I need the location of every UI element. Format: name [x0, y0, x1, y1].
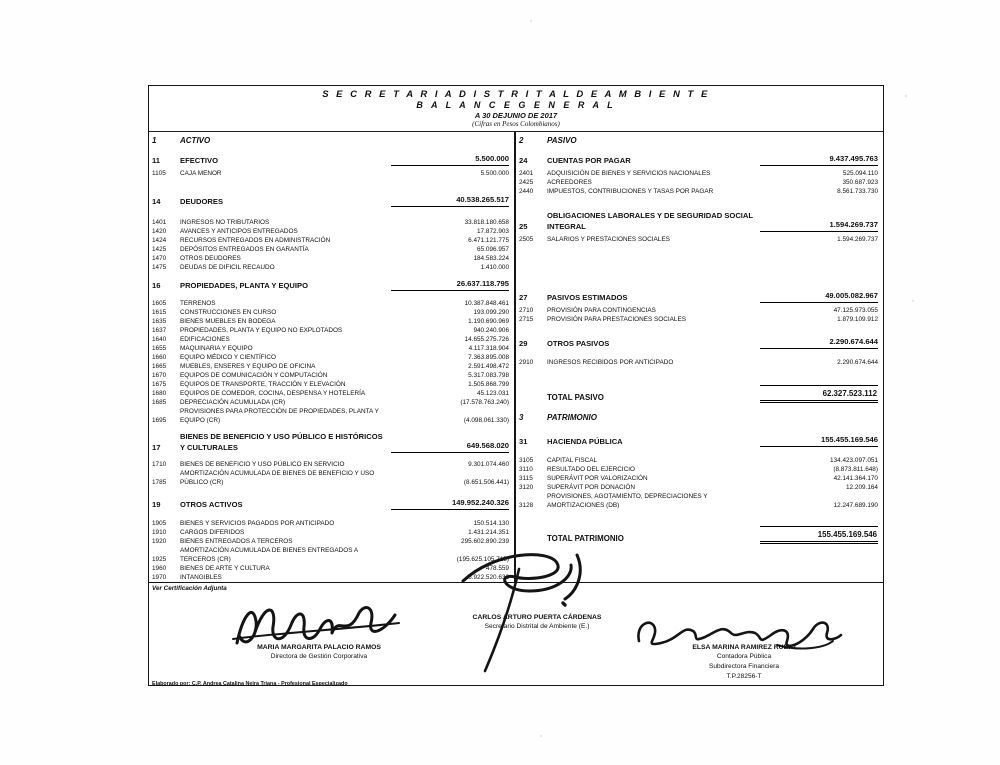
account-label: SUPERÁVIT POR VALORIZACIÓN: [547, 475, 648, 482]
account-label: DEPÓSITOS ENTREGADOS EN GARANTÍA: [180, 246, 309, 253]
account-value: 62.327.523.112: [760, 385, 878, 403]
account-code: 14: [152, 197, 161, 206]
account-code: 1425: [152, 246, 167, 253]
account-label: BIENES DE BENEFICIO Y USO PÚBLICO EN SERVICIO: [180, 461, 345, 468]
account-label: PATRIMONIO: [547, 413, 597, 422]
account-value: 12.247.689.190: [833, 502, 878, 509]
balance-row: [519, 210, 878, 232]
account-code: 2910: [519, 359, 534, 366]
account-code: 3: [519, 413, 524, 422]
signer-name: CARLOS ARTURO PUERTA CÁRDENAS: [472, 614, 602, 621]
balance-row: [152, 227, 509, 236]
account-code: 1424: [152, 237, 167, 244]
balance-row: [152, 537, 509, 546]
account-code: 2505: [519, 236, 534, 243]
account-value: 295.602.890.239: [461, 538, 509, 545]
account-code: 29: [519, 339, 528, 348]
account-value: 5.500.000: [391, 153, 509, 166]
account-code: 1401: [152, 219, 167, 226]
account-value: 193.099.290: [473, 309, 509, 316]
account-label: PROVISIÓN PARA CONTINGENCIAS: [547, 307, 656, 314]
scan-speck: [530, 20, 532, 22]
account-label: OBLIGACIONES LABORALES Y DE SEGURIDAD SOCIAL INTEGRAL: [547, 211, 753, 231]
signer-title: Secretario Distrital de Ambiente (E.): [484, 623, 590, 630]
account-label: AVANCES Y ANTICIPOS ENTREGADOS: [180, 228, 298, 235]
balance-row: [152, 371, 509, 380]
balance-row: [152, 469, 509, 487]
row-spacer: [519, 510, 878, 522]
balance-row: [152, 362, 509, 371]
account-label: INGRESOS RECIBIDOS POR ANTICIPADO: [547, 359, 674, 366]
signer-title: Subdirectora Financiera: [708, 663, 779, 670]
account-value: 9.437.495.763: [760, 153, 878, 166]
account-label: HACIENDA PÚBLICA: [547, 437, 623, 446]
account-value: 1.190.690.969: [468, 318, 509, 325]
account-code: 1675: [152, 381, 167, 388]
account-code: 17: [152, 443, 161, 452]
account-value: 49.005.082.967: [760, 290, 878, 303]
account-label: PASIVOS ESTIMADOS: [547, 293, 628, 302]
balance-row: [152, 398, 509, 407]
account-code: 27: [519, 293, 528, 302]
account-label: EQUIPO MÉDICO Y CIENTÍFICO: [180, 354, 276, 361]
row-spacer: [519, 196, 878, 204]
account-value: 1.410.000: [480, 264, 509, 271]
activo-column: [149, 132, 516, 582]
account-code: 1905: [152, 520, 167, 527]
account-code: 1680: [152, 390, 167, 397]
account-label: MUEBLES, ENSERES Y EQUIPO DE OFICINA: [180, 363, 316, 370]
account-label: EQUIPOS DE TRANSPORTE, TRACCIÓN Y ELEVACIÓN: [180, 381, 346, 388]
account-value: (8.873.811.648): [833, 466, 878, 473]
account-value: 184.583.224: [473, 255, 509, 262]
row-spacer: [519, 244, 878, 284]
entity-title: S E C R E T A R I A D I S T R I T A L D E A M B I E N T E: [322, 89, 710, 100]
account-label: INTANGIBLES: [180, 574, 222, 581]
account-code: 1605: [152, 300, 167, 307]
balance-row: [152, 344, 509, 353]
account-label: RESULTADO DEL EJERCICIO: [547, 466, 635, 473]
account-code: 1785: [152, 479, 167, 486]
balance-row: [519, 434, 878, 447]
balance-row: [152, 153, 509, 166]
account-label: EDIFICACIONES: [180, 336, 230, 343]
signature-area: [149, 595, 883, 689]
account-value: 12.209.164: [846, 484, 878, 491]
scan-speck: [540, 735, 542, 737]
account-label: CUENTAS POR PAGAR: [547, 156, 631, 165]
balance-row: [519, 358, 878, 367]
account-label: IMPUESTOS, CONTRIBUCIONES Y TASAS POR PAGAR: [547, 188, 714, 195]
prepared-by-note: Elaborado por: C.P. Andrea Catalina Neira Triana - Profesional Especializado: [152, 681, 348, 687]
account-code: 1910: [152, 529, 167, 536]
account-code: 1695: [152, 417, 167, 424]
account-code: 3105: [519, 457, 534, 464]
balance-row: [519, 235, 878, 244]
row-spacer: [519, 367, 878, 381]
account-code: 2425: [519, 179, 534, 186]
row-spacer: [519, 403, 878, 411]
balance-row: [152, 254, 509, 263]
account-label: SUPERÁVIT POR DONACIÓN: [547, 484, 635, 491]
balance-row: [152, 353, 509, 362]
account-label: PASIVO: [547, 136, 577, 145]
balance-row: [519, 336, 878, 349]
row-spacer: [519, 544, 878, 582]
account-label: RECURSOS ENTREGADOS EN ADMINISTRACIÓN: [180, 237, 331, 244]
account-label: CAJA MENOR: [180, 170, 222, 177]
account-code: 1105: [152, 170, 166, 177]
account-value: 940.240.906: [473, 327, 509, 334]
balance-row: [152, 326, 509, 335]
account-code: 1960: [152, 565, 167, 572]
account-label: BIENES MUEBLES EN BODEGA: [180, 318, 276, 325]
signature-block-right: [649, 643, 839, 682]
account-value: 149.952.240.326: [391, 497, 509, 510]
account-code: 1970: [152, 574, 167, 581]
balance-row: [152, 218, 509, 227]
account-code: 3128: [519, 502, 534, 509]
account-label: PROVISIONES PARA PROTECCIÓN DE PROPIEDADES, PLANTA Y EQUIPO (CR): [180, 408, 379, 424]
account-label: AMORTIZACIÓN ACUMULADA DE BIENES ENTREGADOS A TERCEROS (CR): [180, 547, 358, 563]
account-label: EFECTIVO: [180, 156, 218, 165]
account-label: ACTIVO: [180, 136, 211, 145]
account-code: 11: [152, 156, 161, 165]
account-value: 40.538.265.517: [391, 194, 509, 207]
account-code: 1655: [152, 345, 167, 352]
balance-row: [519, 465, 878, 474]
account-value: 1.431.214.351: [468, 529, 509, 536]
balance-row: [152, 389, 509, 398]
balance-row: [519, 187, 878, 196]
balance-row: [152, 519, 509, 528]
account-code: 2440: [519, 188, 534, 195]
account-value: 9.301.074.460: [468, 461, 509, 468]
account-code: 1640: [152, 336, 167, 343]
account-value: 478.559: [485, 565, 509, 572]
row-spacer: [519, 424, 878, 428]
balance-row: [519, 134, 878, 147]
account-label: BIENES DE BENEFICIO Y USO PÚBLICO E HISTÓRICOS Y CULTURALES: [180, 432, 383, 452]
signer-name: ELSA MARINA RAMIREZ RUBIO: [692, 644, 796, 651]
balance-row: [519, 385, 878, 403]
account-label: OTROS PASIVOS: [547, 339, 610, 348]
account-value: 150.514.130: [473, 520, 509, 527]
signature-block-center: [427, 613, 647, 632]
account-value: 10.387.848.461: [464, 300, 509, 307]
account-code: 1420: [152, 228, 167, 235]
balance-row: [152, 245, 509, 254]
account-label: EQUIPOS DE COMUNICACIÓN Y COMPUTACIÓN: [180, 372, 328, 379]
account-label: CONSTRUCCIONES EN CURSO: [180, 309, 277, 316]
signer-title: Directora de Gestión Corporativa: [270, 653, 368, 660]
account-code: 16: [152, 281, 161, 290]
balance-row: [152, 546, 509, 564]
account-label: CARGOS DIFERIDOS: [180, 529, 245, 536]
account-label: INGRESOS NO TRIBUTARIOS: [180, 219, 270, 226]
row-spacer: [152, 210, 509, 218]
balance-row: [152, 134, 509, 147]
balance-row: [519, 456, 878, 465]
account-value: 1.594.269.737: [837, 236, 878, 243]
account-value: 155.455.169.546: [760, 526, 878, 544]
account-code: 1660: [152, 354, 167, 361]
signer-title: T.P.28256-T: [726, 673, 762, 680]
account-label: TOTAL PATRIMONIO: [547, 534, 624, 543]
account-code: 1710: [152, 461, 167, 468]
account-label: AMORTIZACIÓN ACUMULADA DE BIENES DE BENEFICIO Y USO PÚBLICO (CR): [180, 470, 375, 486]
account-label: DEPRECIACIÓN ACUMULADA (CR): [180, 399, 286, 406]
account-label: EQUIPOS DE COMEDOR, COCINA, DESPENSA Y HOTELERÍA: [180, 390, 366, 397]
balance-row: [519, 492, 878, 510]
account-code: 1925: [152, 556, 167, 563]
balance-row: [152, 278, 509, 291]
account-label: TERRENOS: [180, 300, 216, 307]
account-value: 134.423.097.051: [830, 457, 878, 464]
account-value: 17.872.903: [477, 228, 509, 235]
account-value: 350.687.923: [842, 179, 878, 186]
account-label: CAPITAL FISCAL: [547, 457, 598, 464]
account-value: (4.098.061.330): [463, 417, 509, 424]
account-value: 65.096.957: [477, 246, 509, 253]
account-value: 47.125.973.055: [833, 307, 878, 314]
account-label: DEUDAS DE DIFICIL RECAUDO: [180, 264, 275, 271]
balance-row: [152, 317, 509, 326]
balance-row: [519, 306, 878, 315]
account-code: 25: [519, 222, 528, 231]
account-value: 45.123.031: [477, 390, 509, 397]
signature-block-left: [219, 643, 419, 662]
account-code: 3120: [519, 484, 534, 491]
row-spacer: [152, 487, 509, 491]
account-code: 2715: [519, 316, 534, 323]
account-code: 2710: [519, 307, 534, 314]
account-code: 2401: [519, 170, 534, 177]
balance-sheet-document: [148, 85, 884, 686]
account-code: 1475: [152, 264, 167, 271]
account-label: BIENES Y SERVICIOS PAGADOS POR ANTICIPADO: [180, 520, 335, 527]
balance-row: [152, 194, 509, 207]
account-code: 31: [519, 437, 528, 446]
balance-row: [519, 178, 878, 187]
account-value: 2.290.674.644: [837, 359, 878, 366]
account-value: 2.290.674.644: [760, 336, 878, 349]
balance-row: [152, 573, 509, 582]
balance-row: [519, 290, 878, 303]
document-header: [149, 86, 883, 132]
balance-row: [152, 299, 509, 308]
account-value: 2.591.498.472: [468, 363, 509, 370]
account-label: TOTAL PASIVO: [547, 393, 604, 402]
account-label: OTROS DEUDORES: [180, 255, 241, 262]
report-date: A 30 DEJUNIO DE 2017: [474, 111, 558, 120]
account-value: 8.561.733.730: [837, 188, 878, 195]
row-spacer: [519, 324, 878, 330]
balance-row: [519, 315, 878, 324]
scan-speck: [912, 300, 914, 302]
account-label: DEUDORES: [180, 197, 224, 206]
certification-note: Ver Certificación Adjunta: [149, 582, 883, 595]
account-value: 649.568.020: [391, 440, 509, 453]
balance-row: [519, 153, 878, 166]
account-label: PROVISIÓN PARA PRESTACIONES SOCIALES: [547, 316, 686, 323]
balance-row: [152, 236, 509, 245]
balance-row: [152, 460, 509, 469]
account-value: (195.625.105.715): [456, 556, 509, 563]
account-label: MAQUINARIA Y EQUIPO: [180, 345, 253, 352]
account-value: 6.922.520.632: [468, 574, 509, 581]
account-code: 1615: [152, 309, 167, 316]
balance-row: [152, 564, 509, 573]
balance-columns: [149, 132, 883, 582]
account-value: 26.637.118.795: [391, 278, 509, 291]
balance-row: [519, 169, 878, 178]
account-label: BIENES DE ARTE Y CULTURA: [180, 565, 270, 572]
account-code: 1470: [152, 255, 167, 262]
account-code: 24: [519, 156, 528, 165]
account-label: ADQUISICIÓN DE BIENES Y SERVICIOS NACIONALES: [547, 170, 711, 177]
balance-row: [519, 526, 878, 544]
account-label: PROPIEDADES, PLANTA Y EQUIPO: [180, 281, 308, 290]
balance-row: [152, 407, 509, 425]
account-value: (8.651.506.441): [463, 479, 509, 486]
account-code: 1920: [152, 538, 167, 545]
account-code: 1665: [152, 363, 167, 370]
account-code: 1685: [152, 399, 167, 406]
balance-row: [152, 308, 509, 317]
signer-name: MARIA MARGARITA PALACIO RAMOS: [257, 644, 381, 651]
account-code: 1670: [152, 372, 167, 379]
account-value: 1.879.109.912: [837, 316, 878, 323]
account-label: SALARIOS Y PRESTACIONES SOCIALES: [547, 236, 670, 243]
balance-row: [519, 483, 878, 492]
account-value: 42.141.364.170: [833, 475, 878, 482]
account-value: (17.578.763.240): [460, 399, 509, 406]
account-value: 155.455.169.546: [760, 434, 878, 447]
balance-row: [152, 263, 509, 272]
account-value: 33.818.180.658: [464, 219, 509, 226]
signer-title: Contadora Pública: [716, 653, 772, 660]
balance-row: [152, 497, 509, 510]
account-value: 5.500.000: [480, 170, 509, 177]
scan-speck: [905, 95, 907, 97]
account-code: 19: [152, 500, 161, 509]
account-value: 7.363.895.008: [468, 354, 509, 361]
currency-note: (Cifras en Pesos Colombianos): [472, 120, 560, 128]
balance-row: [152, 380, 509, 389]
balance-row: [519, 474, 878, 483]
account-value: 14.655.275.726: [464, 336, 509, 343]
account-value: 1.505.868.799: [468, 381, 509, 388]
balance-row: [152, 335, 509, 344]
balance-row: [152, 431, 509, 453]
account-value: 525.094.110: [842, 170, 878, 177]
row-spacer: [152, 178, 509, 188]
account-code: 1637: [152, 327, 167, 334]
balance-row: [519, 411, 878, 424]
account-value: 1.594.269.737: [760, 219, 878, 232]
balance-row: [152, 169, 509, 178]
report-title: B A L A N C E G E N E R A L: [416, 100, 616, 110]
account-code: 1: [152, 136, 157, 145]
account-label: ACREEDORES: [547, 179, 592, 186]
account-label: PROVISIONES, AGOTAMIENTO, DEPRECIACIONES Y AMORTIZACIONES (DB): [547, 493, 708, 509]
balance-row: [152, 528, 509, 537]
account-label: PROPIEDADES, PLANTA Y EQUIPO NO EXPLOTADOS: [180, 327, 343, 334]
account-value: 4.117.318.904: [468, 345, 509, 352]
account-code: 3110: [519, 466, 533, 473]
account-label: OTROS ACTIVOS: [180, 500, 243, 509]
account-code: 1635: [152, 318, 167, 325]
account-code: 2: [519, 136, 524, 145]
account-value: 6.471.121.775: [468, 237, 509, 244]
account-label: BIENES ENTREGADOS A TERCEROS: [180, 538, 293, 545]
account-value: 5.317.083.798: [468, 372, 509, 379]
account-code: 3115: [519, 475, 533, 482]
pasivo-column: [516, 132, 883, 582]
